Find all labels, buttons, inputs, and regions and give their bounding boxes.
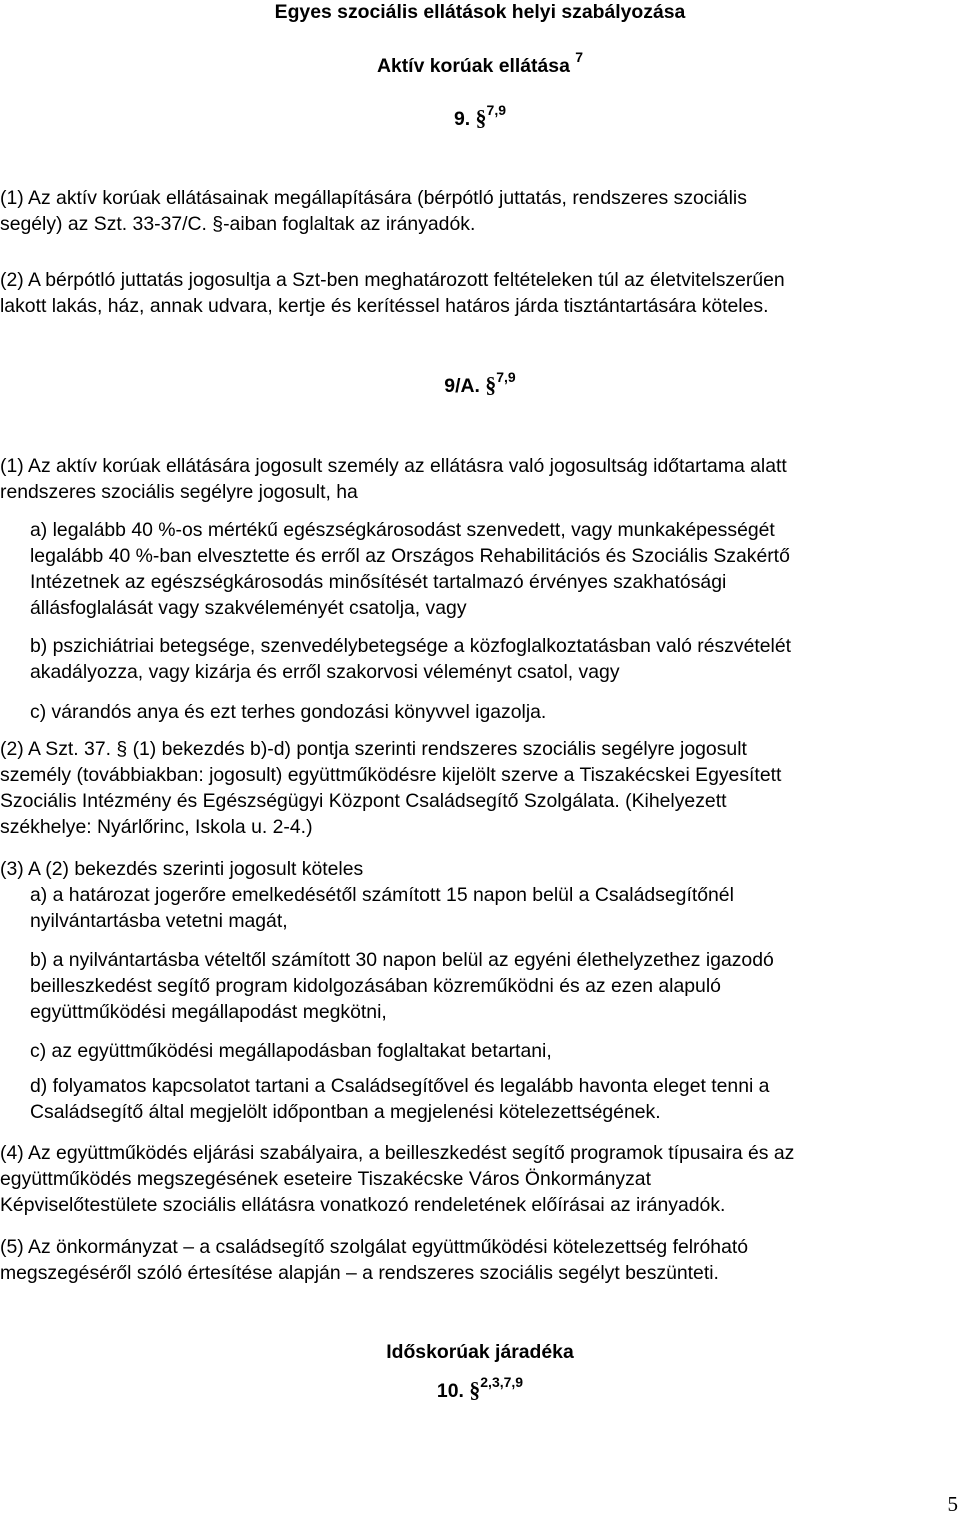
text-line: beilleszkedést segítő program kidolgozásában közreműködni és az ezen alapuló <box>30 975 721 997</box>
text-line: d) folyamatos kapcsolatot tartani a Családsegítővel és legalább havonta eleget tenni a <box>30 1075 770 1097</box>
section-heading-2: Időskorúak járadéka <box>386 1341 574 1363</box>
section-sign: § <box>485 372 497 397</box>
text-line: Családsegítő által megjelölt időpontban a megjelenési kötelezettségének. <box>30 1101 661 1123</box>
text-line: (5) Az önkormányzat – a családsegítő szolgálat együttműködési kötelezettség felróható <box>0 1236 749 1258</box>
text-line: nyilvántartásba vetetni magát, <box>30 910 288 932</box>
text-line: (3) A (2) bekezdés szerinti jogosult köteles <box>0 858 364 880</box>
text-line: állásfoglalását vagy szakvéleményét csatolja, vagy <box>30 597 467 619</box>
section-sign: § <box>469 1377 481 1402</box>
paragraph-9a-heading <box>0 369 960 398</box>
text-line: együttműködés megszegésének eseteire Tiszakécske Város Önkormányzat <box>0 1168 651 1190</box>
text-line: c) az együttműködési megállapodásban foglaltakat betartani, <box>30 1040 552 1062</box>
text-line: c) várandós anya és ezt terhes gondozási könyvvel igazolja. <box>30 701 547 723</box>
page-number: 5 <box>947 1492 958 1516</box>
paragraph-9-heading <box>0 102 960 131</box>
text-line: a) legalább 40 %-os mértékű egészségkárosodást szenvedett, vagy munkaképességét <box>30 519 775 541</box>
text-line: (2) A bérpótló juttatás jogosultja a Szt-ben meghatározott feltételeken túl az életvitelszerűen <box>0 269 785 291</box>
footnote-ref: 2,3,7,9 <box>480 1374 524 1390</box>
footnote-ref: 7 <box>575 49 584 65</box>
text-line: Intézetnek az egészségkárosodás minősítését tartalmazó érvényes szakhatósági <box>30 571 727 593</box>
text-line: b) pszichiátriai betegsége, szenvedélybetegsége a közfoglalkoztatásban való részvételét <box>30 635 792 657</box>
paragraph-number: 10. <box>436 1380 464 1402</box>
text-line: székhelye: Nyárlőrinc, Iskola u. 2-4.) <box>0 816 313 838</box>
footnote-ref: 7,9 <box>486 102 507 118</box>
text-line: megszegéséről szóló értesítése alapján – a rendszeres szociális segélyt beszünteti. <box>0 1262 719 1284</box>
document-title: Egyes szociális ellátások helyi szabályozása <box>274 1 686 23</box>
text-line: (4) Az együttműködés eljárási szabályaira, a beilleszkedést segítő programok típusaira és az <box>0 1142 795 1164</box>
text-line: akadályozza, vagy kizárja és erről szakorvosi véleményt csatol, vagy <box>30 661 620 683</box>
paragraph-10-heading <box>0 1374 960 1403</box>
text-line: (1) Az aktív korúak ellátására jogosult személy az ellátásra való jogosultság időtartama alatt <box>0 455 787 477</box>
text-line: (2) A Szt. 37. § (1) bekezdés b)-d) pontja szerinti rendszeres szociális segélyre jogosult <box>0 738 747 760</box>
footnote-ref: 7,9 <box>496 369 516 385</box>
section-heading-text: Aktív korúak ellátása <box>376 55 570 77</box>
text-line: legalább 40 %-ban elvesztette és erről az Országos Rehabilitációs és Szociális Szakértő <box>30 545 790 567</box>
text-line: segély) az Szt. 33-37/C. §-aiban foglaltak az irányadók. <box>0 213 476 235</box>
text-line: Képviselőtestülete szociális ellátásra vonatkozó rendeletének előírásai az irányadók. <box>0 1194 726 1216</box>
text-line: (1) Az aktív korúak ellátásainak megállapítására (bérpótló juttatás, rendszeres szociális <box>0 187 747 209</box>
text-line: együttműködési megállapodást megkötni, <box>30 1001 387 1023</box>
text-line: a) a határozat jogerőre emelkedésétől számított 15 napon belül a Családsegítőnél <box>30 884 734 906</box>
paragraph-number: 9/A. <box>444 375 480 397</box>
text-line: lakott lakás, ház, annak udvara, kertje és kerítéssel határos járda tisztántartására köteles. <box>0 295 769 317</box>
text-line: személy (továbbiakban: jogosult) együttműködésre kijelölt szerve a Tiszakécskei Egyesített <box>0 764 782 786</box>
paragraph-number: 9. <box>453 108 471 130</box>
section-sign: § <box>475 105 487 130</box>
text-line: b) a nyilvántartásba vételtől számított 30 napon belül az egyéni élethelyzethez igazodó <box>30 949 774 971</box>
text-line: rendszeres szociális segélyre jogosult, ha <box>0 481 358 503</box>
text-line: Szociális Intézmény és Egészségügyi Központ Családsegítő Szolgálata. (Kihelyezett <box>0 790 727 812</box>
section-heading <box>0 49 960 78</box>
